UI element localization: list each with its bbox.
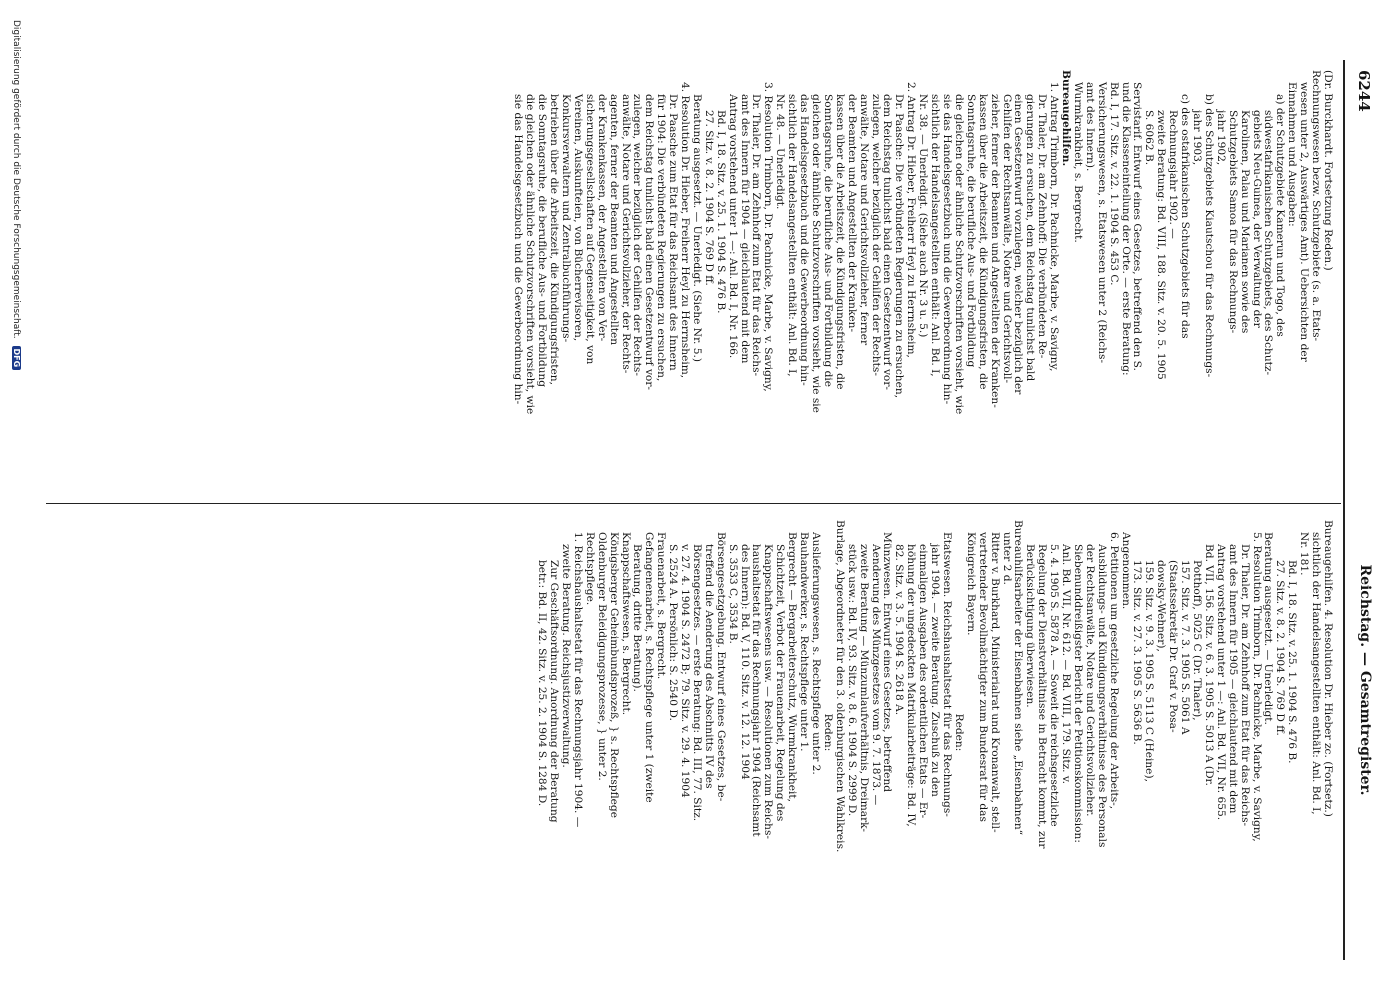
text-line: Bergrecht — Bergarbeiterschutz, Wurmkrankheit, [786, 532, 799, 803]
text-line: Karolinen, Palau und Marianen sowie des [1238, 110, 1251, 334]
text-line: das Handelsgesetzbuch und die Gewerbeordnung hin- [798, 94, 811, 386]
text-line: Gehilfen der Rechtsanwälte, Notare und Gerichtsvoll- [1000, 94, 1013, 384]
text-line: sichtlich der Handelsangestellten enthält: Anl. Bd. I, [786, 94, 799, 377]
text-line: Sonntagsruhe, die berufliche Aus- und Fortbildung die [821, 94, 834, 388]
text-line: Einnahmen und Ausgaben: [1286, 82, 1299, 227]
text-line: Bd. I, 18. Sitz. v. 25. 1. 1904 S. 476 B. [1286, 560, 1299, 764]
text-line: Dr. Thaler, Dr. am Zehnhoff zum Etat für das Reichs- [750, 94, 763, 377]
text-line: 1. Reichshaushaltsetat für das Rechnungsjahr 1904. — [571, 532, 584, 828]
text-line: für 1904: Die verbündeten Regierungen zu ersuchen, [655, 94, 668, 382]
text-line: v. 27. 4. 1904 S. 2472 B; 79. Sitz. v. 29. 4. 1904 [679, 544, 692, 798]
text-line: 2. Antrag Dr. Hieber, Freiherr Heyl zu Herrnsheim, [905, 82, 918, 358]
page-number: 6244 [1355, 70, 1373, 112]
text-line: 157. Sitz. v. 7. 3. 1905 S. 5061 A [1179, 560, 1192, 735]
text-line: Bd. VII, 156. Sitz. v. 6. 3. 1905 S. 5013 A (Dr. [1202, 544, 1215, 786]
text-line: Ritter v. Burkhard, Ministerialrat und Kronanwalt, stell- [988, 532, 1001, 833]
text-line: Bureaugehilfen. 4. Resolution Dr. Hieber zc. (Fortsetz.) [1322, 520, 1334, 817]
text-line: Bd. I, 17. Sitz. v. 22. 1. 1904 S. 453 C. [1107, 82, 1120, 286]
text-line: Siebenunddreißigster Bericht der Petitionskommission: [1071, 544, 1084, 843]
text-line: betr.: Bd. II, 42. Sitz. v. 25. 2. 1904 S. 1284 D. [536, 560, 549, 807]
text-line: amt des Innern für 1904 — gleichlautend mit dem [738, 94, 751, 364]
text-line: jahr 1902, [1214, 110, 1227, 166]
text-line: 27. Sitz. v. 8. 2. 1904 S. 769 D ff. [1274, 560, 1287, 736]
footer-text: Digitalisierung gefördert durch die Deutsche Forschungsgemeinschaft. [11, 20, 21, 339]
text-line: betrieben über die Arbeitszeit, die Kündigungsfristen, [548, 94, 561, 385]
text-line: Dr. Paasche: Die verbündeten Regierungen zu ersuchen, [893, 94, 906, 399]
text-line: (Dr. Burckhardt. Fortsetzung Reden.) [1322, 70, 1334, 271]
text-line: Nr. 48. — Unerledigt. [774, 94, 787, 210]
text-line: 1. Antrag Trimborn, Dr. Pachnicke, Marbe, v. Savigny, [1048, 82, 1061, 372]
text-line: dowsky-Wehner), [1155, 560, 1168, 652]
text-line: der Beamten und Angestellten der Kranken- [845, 94, 858, 333]
text-line: vertretender Bevollmächtigter zum Bundesrat für das [976, 532, 989, 822]
text-line: Potthoff), 5025 C (Dr. Thaler), [1191, 560, 1204, 721]
text-line: Reden: [821, 713, 834, 752]
text-line: zweite Beratung — Münzumlaufverhältnis, Dreimark- [857, 544, 870, 832]
text-line: sie das Handelsgesetzbuch und die Gewerbeordnung hin- [941, 94, 953, 405]
text-line: gebiets Neu-Guinea, der Verwaltung der [1250, 110, 1263, 328]
text-line: Auslieferungswesen, s. Rechtspflege unter 2. [810, 532, 823, 775]
text-line: Anl. Bd. VII, Nr. 612. — Bd. VIII, 179. Sitz. v. [1060, 544, 1073, 784]
text-line: treffend die Aenderung des Abschnitts IV des [702, 544, 715, 789]
text-line: Rechtspflege. [583, 532, 596, 606]
text-line: Aenderung des Münzgesetzes vom 9. 7. 1873. — [869, 544, 882, 806]
text-line: c) des ostafrikanischen Schutzgebiets für das [1179, 94, 1192, 339]
text-line: haushaltsetat für das Rechnungsjahr 1904 (Reichsamt [750, 544, 763, 837]
text-line: Berücksichtigung überwiesen. [1024, 544, 1037, 708]
text-line: südwestafrikanischen Schutzgebiets, des Schutz- [1262, 110, 1275, 376]
text-line: anwälte, Notare und Gerichtsvollzieher, ferner [857, 94, 870, 346]
text-line: Antrag vorstehend unter 1 —: Anl. Bd. VII, Nr. 655. [1214, 544, 1227, 821]
text-line: des Innern): Bd. V, 110. Sitz. v. 12. 12. 1904 [738, 544, 751, 780]
text-line: Versicherungswesen, s. Etatswesen unter 2 (Reichs- [1095, 82, 1108, 364]
text-line: sicherungsgesellschaften auf Gegenseitigkeit, von [583, 94, 596, 365]
text-line: die gleichen oder ähnliche Schutzvorschriften vorsieht, wie [952, 94, 965, 415]
text-line: gleichen oder ähnliche Schutzvorschriften vorsieht, wie sie [810, 94, 823, 413]
text-line: Oldenburger Beleidigungsprozesse, } unter 2. [595, 532, 608, 781]
text-line: Nr. 181. [1298, 532, 1311, 576]
text-line: Zur Geschäftsordnung. Anordnung der Beratung [548, 560, 561, 823]
text-line: Königreich Bayern. [964, 532, 977, 636]
text-line: Rechnungswesen bezw. Schutzgebiete (s. a. Etats- [1310, 70, 1323, 342]
text-line: S. 2524 A. Persönlich: S. 2540 D. [667, 544, 680, 721]
text-line: sichtlich der Handelsangestellten enthält: Anl. Bd. I, [929, 94, 942, 377]
text-line: Börsengesetzgebung. Entwurf eines Gesetzes, be- [714, 532, 727, 802]
text-line: zweite Beratung. Reichsjustizverwaltung. [560, 544, 572, 768]
text-line: der Rechtsanwälte, Notare und Gerichtsvollzieher. [1083, 544, 1096, 817]
digitization-footer [11, 20, 21, 370]
text-line: Regelung der Dienstverhältnisse in Betracht kommt, zur [1036, 544, 1049, 849]
text-line: Antrag vorstehend unter 1 —: Anl. Bd. I, Nr. 166. [726, 94, 739, 359]
header-rule [1343, 60, 1345, 960]
text-line: a) der Schutzgebiete Kamerun und Togo, des [1274, 94, 1287, 337]
text-line: höhung der ungedeckten Matrikularbeiträge: Bd. IV, [905, 544, 918, 827]
text-line: agenten, ferner der Beamten und Angestellten [607, 94, 620, 346]
text-line: 82. Sitz. v. 3. 5. 1904 S. 2618 A. [893, 544, 906, 716]
text-line: Nr. 38. — Unerledigt. (Siehe auch Nr. 3 u. 5.) [917, 94, 930, 338]
text-line: Sonntagsruhe, die berufliche Aus- und Fortbildung [964, 94, 977, 368]
text-line: Ausbildungs- und Kündigungsverhältnisse des Personals [1095, 544, 1108, 848]
text-line: zieher, ferner der Beamten und Angestellten der Kranken- [988, 94, 1001, 408]
text-line: Reden: [952, 713, 965, 752]
text-line: Knappschaftswesen, s. Bergrecht. [619, 532, 632, 716]
right-column [535, 520, 1333, 945]
text-line: kassen über die Arbeitszeit, die Kündigungsfristen, die [833, 94, 846, 390]
text-line: und die Klasseneinteilung der Orte. — erste Beratung: [1119, 82, 1132, 376]
text-line: der Krankenkassen, der Angestellten von Ver- [595, 94, 608, 342]
text-line: Dr. Paasche zum Etat für das Reichsamt des Innern [667, 94, 680, 371]
text-line: 4. Resolution Dr. Hieber, Freiherr Heyl zu Herrnsheim, [679, 82, 692, 379]
text-line: Königsberger Geheimbundsprozeß, } s. Rechtspflege [607, 532, 620, 818]
text-line: Bureauhilfsarbeiter der Eisenbahnen siehe „Eisenbahnen“ [1012, 520, 1025, 836]
text-line: unter 2 d. [1000, 532, 1013, 585]
text-line: Börsengesetzes. — erste Beratung: Bd. III, 77. Sitz. [690, 544, 703, 822]
text-line: Beratung ausgesetzt. — Unerledigt. [1262, 532, 1275, 725]
text-line: 3. Resolution Trimborn, Dr. Pachnicke, Marbe, v. Savigny, [762, 82, 775, 392]
text-line: dem Reichstag tunlichst bald einen Gesetzentwurf vor- [643, 94, 656, 390]
text-line: S. 6062 B. [1143, 110, 1156, 166]
text-line: 6. Petitionen um gesetzliche Regelung der Arbeits-, [1107, 532, 1120, 810]
text-line: Schichtzeit, Verbot der Frauenarbeit, Regelung des [774, 544, 787, 822]
text-line: wesen unter 2, Auswärtiges Amt). Uebersichten der [1298, 82, 1311, 362]
text-line: einmaligen Ausgaben des ordentlichen Etats — Er- [917, 544, 930, 819]
text-line: Burlage, Abgeordneter für den 3. oldenburgischen Wahlkreis. [833, 520, 846, 853]
text-line: Servistarif. Entwurf eines Gesetzes, betreffend den S. [1131, 82, 1144, 371]
text-line: Beratung, dritte Beratung). [631, 544, 644, 692]
text-line: dem Reichstag tunlichst bald einen Gesetzentwurf vor- [881, 94, 894, 390]
text-line: einen Gesetzentwurf vorzulegen, welcher bezüglich der [1012, 94, 1025, 395]
text-line: Münzwesen. Entwurf eines Gesetzes, betreffend [881, 532, 894, 793]
text-line: sie das Handelsgesetzbuch und die Gewerbeordnung hin- [512, 94, 525, 405]
left-column [511, 70, 1333, 495]
text-line: b) des Schutzgebiets Kiautschou für das Rechnungs- [1202, 94, 1215, 378]
text-line: gierungen zu ersuchen, dem Reichstag tunlichst bald [1024, 94, 1037, 382]
text-line: kassen über die Arbeitszeit, die Kündigungsfristen, die [976, 94, 989, 390]
text-line: amt des Innern für 1905 — gleichlautend mit dem [1226, 544, 1239, 814]
text-line: sichtlich der Handelsangestellten enthält: Anl. Bd. I, [1310, 532, 1323, 815]
text-line: Schutzgebiets Samoa für das Rechnungs- [1226, 110, 1239, 334]
text-line: Beratung ausgesetzt. — Unerledigt. (Siehe Nr. 5.) [690, 94, 703, 362]
text-line: zulegen, welcher bezüglich der Gehilfen der Rechts- [869, 94, 882, 376]
text-line: 173. Sitz. v. 27. 3. 1905 S. 5636 B. [1131, 560, 1144, 745]
text-line: Vereinen, Auskunfteien, von Bücherrevisoren, [571, 94, 584, 342]
section-heading: Bureaugehilfen. [1060, 70, 1073, 167]
running-head: Reichstag. — Gesamtregister. [1357, 564, 1373, 796]
text-line: 159. Sitz. v. 9. 3. 1905 S. 5113 C (Heine), [1143, 560, 1156, 782]
text-line: Dr. Thaler, Dr. am Zehnhoff zum Etat für das Reichs- [1238, 544, 1251, 827]
text-line: Frauenarbeit, s. Bergrecht. [655, 532, 668, 680]
text-line: amt des Innern). [1083, 82, 1096, 172]
text-line: Etatswesen. Reichshaushaltsetat für das Rechnungs- [941, 532, 953, 817]
text-line: Knappschaftswesens usw. — Resolutionen zum Reichs- [762, 544, 775, 839]
text-line: 5. Resolution Trimborn, Dr. Pachnicke, Marbe, v. Savigny, [1250, 532, 1263, 842]
text-line: anwälte, Notare und Gerichtsvollzieher, der Rechts- [619, 94, 632, 374]
text-line: Dr. Thaler, Dr. am Zehnhoff: Die verbündeten Re- [1036, 94, 1049, 359]
text-line: S. 3533 C, 3534 B. [726, 544, 739, 644]
text-line: stück usw.: Bd. IV, 93. Sitz. v. 8. 6. 1904 S. 2999 D. [845, 544, 858, 817]
text-line: Angenommen. [1119, 532, 1132, 610]
text-line: Gefangenenarbeit, s. Rechtspflege unter 1 (zweite [643, 532, 656, 803]
text-line: jahr 1904. — zweite Beratung. Zuschuß zu den [929, 544, 942, 797]
text-line: Konkursverwaltern und Zentralbuchführungs- [560, 94, 572, 343]
text-line: Wurmkrankheit, s. Bergrecht. [1071, 82, 1084, 243]
text-line: Bd. I, 18. Sitz. v. 25. 1. 1904 S. 476 B. [714, 110, 727, 314]
text-line: 5. 4. 1905 S. 5878 A. — Soweit die reichsgesetzliche [1048, 544, 1061, 827]
text-line: (Staatssekretär Dr. Graf v. Posa- [1167, 560, 1180, 733]
text-line: Bauhandwerker, s. Rechtspflege unter 1. [798, 532, 811, 752]
column-divider [46, 503, 1341, 504]
text-line: die gleichen oder ähnliche Schutzvorschriften vorsieht, wie [524, 94, 537, 415]
dfg-logo: DFG [12, 346, 21, 371]
text-line: die Sonntagsruhe, die berufliche Aus- und Fortbildung [536, 94, 549, 388]
text-line: zulegen, welcher bezüglich der Gehilfen der Rechts- [631, 94, 644, 376]
text-line: 27. Sitz. v. 8. 2. 1904 S. 769 D ff. [702, 110, 715, 286]
text-line: jahr 1903, [1191, 110, 1204, 166]
text-line: Rechnungsjahr 1902. — [1167, 110, 1180, 239]
text-line: zweite Beratung: Bd. VIII, 188. Sitz. v. 20. 5. 1905 [1155, 110, 1168, 380]
